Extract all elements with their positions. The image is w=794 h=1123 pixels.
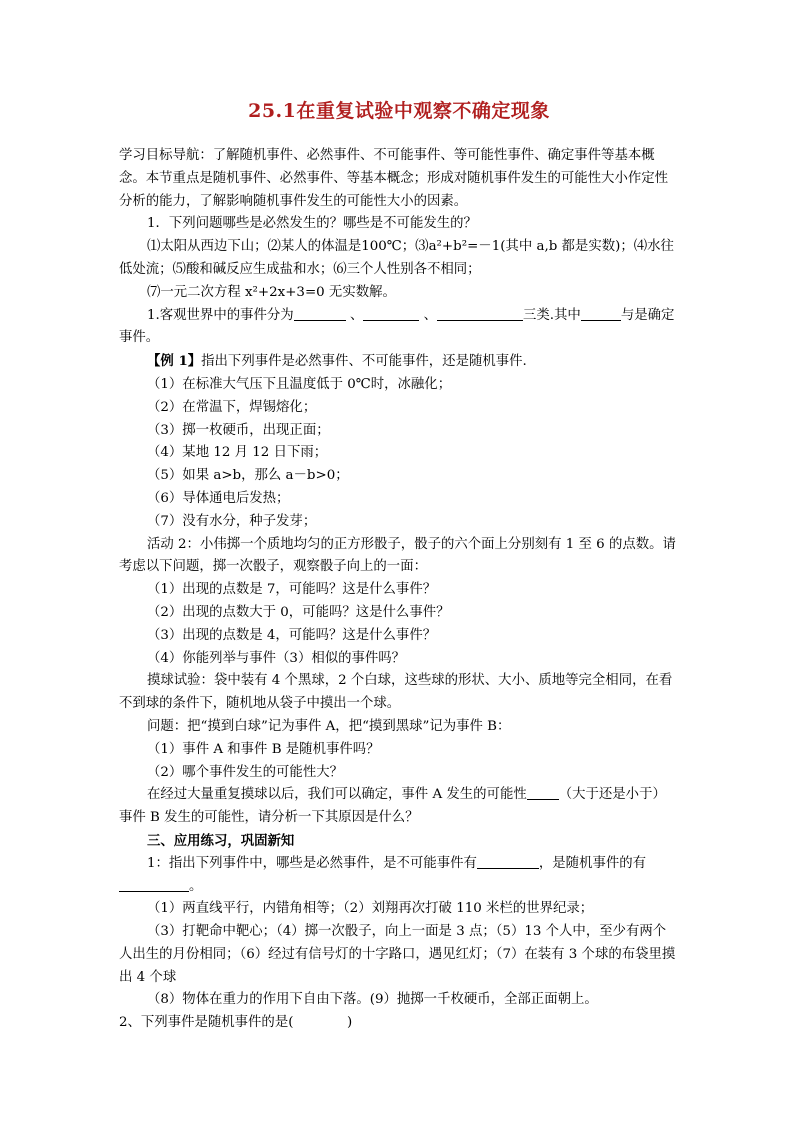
list-item: （5）如果 a>b，那么 a－b>0； (147, 468, 349, 484)
list-item: （2）哪个事件发生的可能性大？ (147, 764, 343, 780)
fill-sep-2: 、 (423, 307, 437, 323)
answer-blank[interactable] (363, 306, 419, 321)
fill-text-1: 1.客观世界中的事件分为 (147, 307, 294, 323)
list-item: （6）导体通电后发热； (147, 490, 290, 506)
fill-text-2: 三类.其中 (523, 307, 581, 323)
example-stem-text: 指出下列事件是必然事件、不可能事件，还是随机事件. (201, 354, 527, 370)
practice-q2: 2、下列事件是随机事件的是( ) (119, 1015, 353, 1031)
ball-question: 问题：把“摸到白球”记为事件 A，把“摸到黑球”记为事件 B： (147, 718, 511, 734)
question-1-stem: 1．下列问题哪些是必然发生的？哪些是不可能发生的？ (147, 216, 477, 232)
document-page (119, 96, 679, 1035)
list-item: （1）事件 A 和事件 B 是随机事件吗？ (147, 741, 380, 757)
practice-q1-text-a: 1：指出下列事件中，哪些是必然事件，是不可能事件有 (147, 855, 477, 871)
list-item: （2）出现的点数大于 0，可能吗？这是什么事件？ (147, 604, 450, 620)
answer-blank[interactable] (477, 854, 539, 869)
answer-blank[interactable] (581, 306, 621, 321)
ball-conclusion (119, 784, 679, 830)
practice-list-2: （3）打靶命中靶心；（4）掷一次骰子，向上一面是 3 点；（5）13 个人中，至少有两个人出生的月份相同；（6）经过有信号灯的十字路口，遇见红灯；（7）在装有 3 个球的布袋里摸出 4 个球 (119, 924, 676, 985)
list-item: （3）出现的点数是 4，可能吗？这是什么事件？ (147, 627, 437, 643)
answer-blank[interactable] (119, 877, 189, 892)
fill-text-4: 是确定事件。 (119, 307, 675, 346)
example-tag: 【例 1】 (147, 353, 202, 370)
fill-in-question (119, 305, 679, 351)
conclusion-text-a: 在经过大量重复摸球以后，我们可以确定，事件 A 发生的可能性 (147, 787, 527, 803)
learning-objective: 学习目标导航：了解随机事件、必然事件、不可能事件、等可能性事件、确定事件等基本概念。本节重点是随机事件、必然事件、等基本概念；形成对随机事件发生的可能性大小作定性分析的能力，了解影响随机事件发生的可能性大小的因素。 (119, 148, 669, 209)
section-3-heading: 三、应用练习，巩固新知 (147, 832, 295, 849)
list-item: （1）出现的点数是 7，可能吗？这是什么事件？ (147, 582, 437, 598)
answer-blank[interactable] (527, 785, 559, 800)
practice-q1 (119, 853, 679, 899)
example-1-stem (119, 350, 679, 374)
practice-list-1: （1）两直线平行，内错角相等；（2）刘翔再次打破 110 米栏的世界纪录； (147, 901, 594, 917)
question-1-items-a: ⑴太阳从西边下山；⑵某人的体温是100℃；⑶a²+b²=－1(其中 a,b 都是实数)；⑷水往低处流；⑸酸和碱反应生成盐和水；⑹三个人性别各不相同； (119, 239, 674, 277)
practice-list-3: （8）物体在重力的作用下自由下落。(9）抛掷一千枚硬币，全部正面朝上。 (147, 992, 598, 1008)
list-item: （7）没有水分，种子发芽； (147, 513, 317, 529)
list-item: （1）在标准大气压下且温度低于 0℃时，冰融化； (147, 376, 452, 392)
list-item: （2）在常温下，焊锡熔化； (147, 399, 317, 415)
practice-q1-text-b: ，是随机事件的有 (538, 855, 647, 871)
page-title: 25.1在重复试验中观察不确定现象 (248, 100, 550, 122)
fill-text-3: 与 (620, 307, 635, 323)
question-1-items-b: ⑺一元二次方程 x²+2x+3=0 无实数解。 (147, 284, 396, 300)
activity-2-intro: 活动 2：小伟掷一个质地均匀的正方形骰子，骰子的六个面上分别刻有 1 至 6 的点数。请考虑以下问题，掷一次骰子，观察骰子向上的一面： (119, 536, 676, 575)
fill-sep-1: 、 (349, 307, 364, 323)
answer-blank[interactable] (294, 306, 346, 321)
list-item: （4）你能列举与事件（3）相似的事件吗？ (147, 650, 406, 666)
answer-blank[interactable] (437, 306, 523, 321)
list-item: （3）掷一枚硬币，出现正面； (147, 422, 330, 438)
conclusion-text-b: （大于还是小于）事件 B 发生的可能性，请分析一下其原因是什么？ (119, 787, 666, 826)
practice-q1-text-c: 。 (189, 878, 203, 894)
list-item: （4）某地 12 月 12 日下雨； (147, 445, 328, 461)
ball-experiment-intro: 摸球试验：袋中装有 4 个黑球，2 个白球，这些球的形状、大小、质地等完全相同，在看不到球的条件下，随机地从袋子中摸出一个球。 (119, 673, 673, 712)
